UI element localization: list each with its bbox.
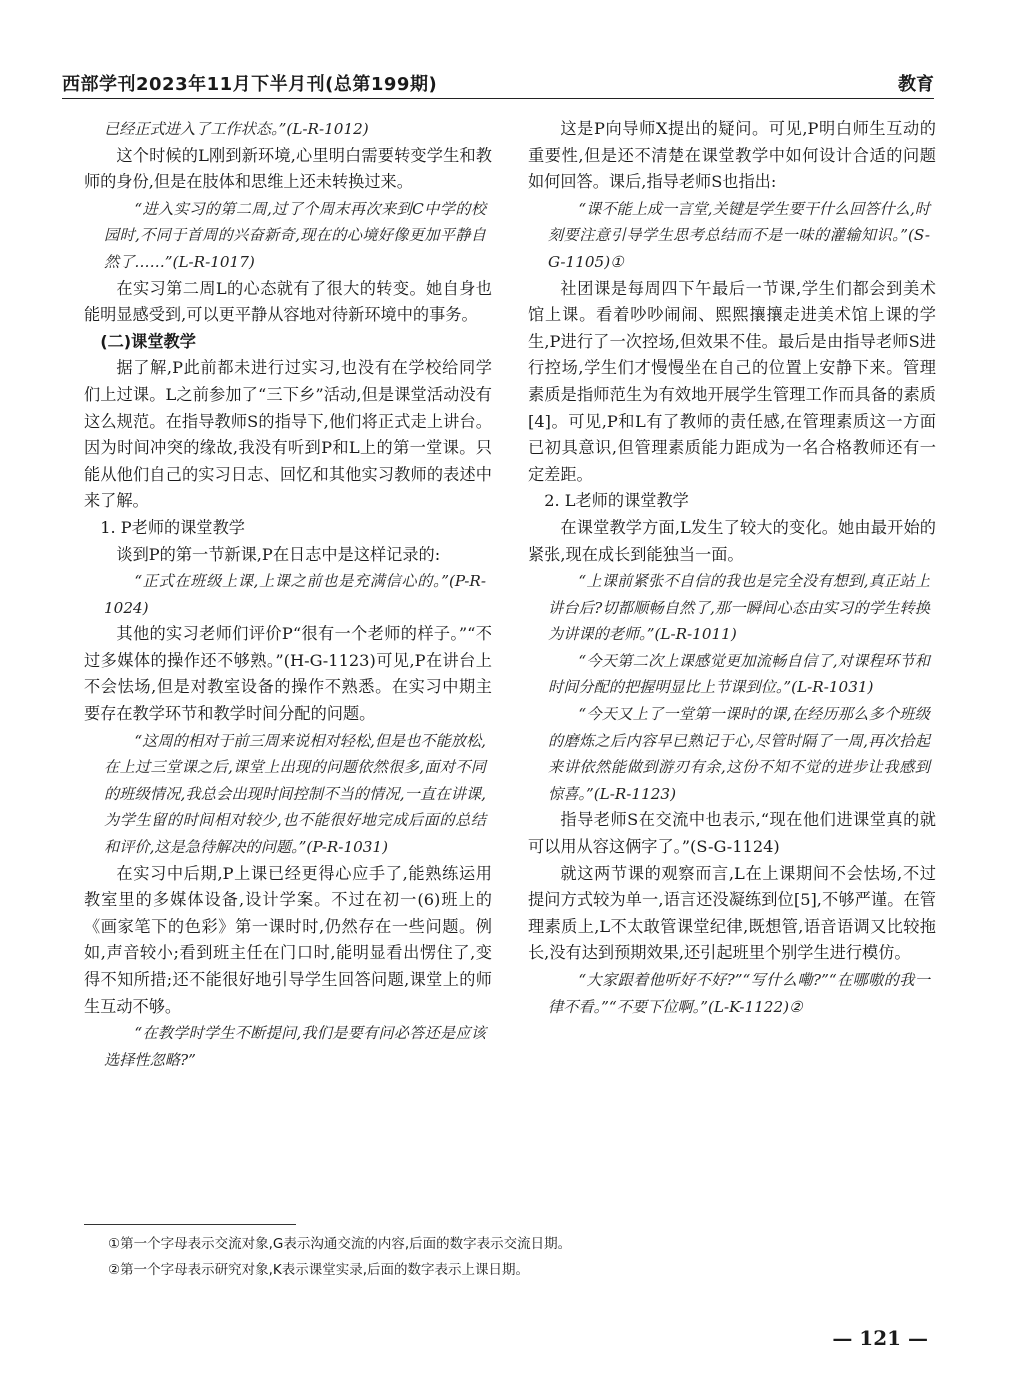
- block-quote: “课不能上成一言堂,关键是学生要干什么回答什么,时刻要注意引导学生思考总结而不是一味的灌输知识。”(S-G-1105)①: [548, 199, 930, 271]
- subsection-heading: 1. P老师的课堂教学: [100, 517, 245, 537]
- body-paragraph: 社团课是每周四下午最后一节课,学生们都会到美术馆上课。看着吵吵闹闹、熙熙攘攘走进美术馆上课的学生,P进行了一次控场,但效果不佳。最后是由指导老师S进行控场,学生们才慢慢坐在自己的位置上安静下来。管理素质是指师范生为有效地开展学生管理工作而具备的素质[4]。可见,P和L有了教师的责任感,在管理素质这一方面已初具意识,但管理素质能力距成为一名合格教师还有一定差距。: [528, 278, 936, 484]
- body-paragraph: 在实习中后期,P上课已经更得心应手了,能熟练运用教室里的多媒体设备,设计学案。不过在初一(6)班上的《画家笔下的色彩》第一课时时,仍然存在一些问题。例如,声音较小;看到班主任在门口时,能明显看出愣住了,变得不知所措;还不能很好地引导学生回答问题,课堂上的师生互动不够。: [84, 863, 492, 1016]
- block-quote: “在教学时学生不断提问,我们是要有问必答还是应该选择性忽略?”: [104, 1024, 486, 1069]
- body-paragraph: 据了解,P此前都未进行过实习,也没有在学校给同学们上过课。L之前参加了“三下乡”活动,但是课堂活动没有这么规范。在指导教师S的指导下,他们将正式走上讲台。因为时间冲突的缘故,我没有听到P和L上的第一堂课。只能从他们自己的实习日志、回忆和其他实习教师的表述中来了解。: [84, 358, 492, 511]
- journal-title: 西部学刊2023年11月下半月刊(总第199期): [62, 74, 438, 95]
- block-quote: “这周的相对于前三周来说相对轻松,但是也不能放松,在上过三堂课之后,课堂上出现的问题依然很多,面对不同的班级情况,我总会出现时间控制不当的情况,一直在讲课,为学生留的时间相对较少,也不能很好地完成后面的总结和评价,这是急待解决的问题。”(P-R-1031): [104, 731, 486, 857]
- page-number: — 121 —: [832, 1326, 928, 1350]
- left-column: [84, 116, 492, 1073]
- block-quote: “大家跟着他听好不好?”“写什么嘞?”“在哪嗷的我一律不看。”“不要下位啊。”(L-K-1122)②: [548, 971, 930, 1016]
- body-paragraph: 其他的实习老师们评价P“很有一个老师的样子。”“不过多媒体的操作还不够熟。”(H-G-1123)可见,P在讲台上不会怯场,但是对教室设备的操作不熟悉。在实习中期主要存在教学环节和教学时间分配的问题。: [84, 624, 492, 724]
- block-quote: 已经正式进入了工作状态。”(L-R-1012): [104, 120, 369, 138]
- body-paragraph: 这个时候的L刚到新环境,心里明白需要转变学生和教师的身份,但是在肢体和思维上还未转换过来。: [84, 145, 492, 192]
- block-quote: “上课前紧张不自信的我也是完全没有想到,真正站上讲台后?切都顺畅自然了,那一瞬间心态由实习的学生转换为讲课的老师。”(L-R-1011): [548, 572, 930, 644]
- section-heading: (二)课堂教学: [100, 331, 196, 351]
- body-paragraph: 指导老师S在交流中也表示,“现在他们进课堂真的就可以用从容这俩字了。”(S-G-1124): [528, 810, 936, 857]
- right-column: [528, 116, 936, 1020]
- body-paragraph: 在课堂教学方面,L发生了较大的变化。她由最开始的紧张,现在成长到能独当一面。: [528, 517, 936, 564]
- block-quote: “今天第二次上课感觉更加流畅自信了,对课程环节和时间分配的把握明显比上节课到位。”(L-R-1031): [548, 651, 930, 697]
- block-quote: “正式在班级上课,上课之前也是充满信心的。”(P-R-1024): [104, 572, 486, 617]
- body-paragraph: 这是P向导师X提出的疑问。可见,P明白师生互动的重要性,但是还不清楚在课堂教学中如何设计合适的问题如何回答。课后,指导老师S也指出:: [528, 119, 936, 192]
- footnote-rule: [84, 1224, 296, 1225]
- section-label: 教育: [898, 74, 934, 95]
- body-paragraph: 谈到P的第一节新课,P在日志中是这样记录的:: [116, 544, 441, 564]
- running-header: [62, 66, 934, 96]
- body-paragraph: 在实习第二周L的心态就有了很大的转变。她自身也能明显感受到,可以更平静从容地对待新环境中的事务。: [84, 278, 492, 325]
- block-quote: “进入实习的第二周,过了个周末再次来到C中学的校园时,不同于首周的兴奋新奇,现在的心境好像更加平静自然了……”(L-R-1017): [104, 199, 486, 271]
- footnote-2: ②第一个字母表示研究对象,K表示课堂实录,后面的数字表示上课日期。: [108, 1262, 530, 1278]
- subsection-heading: 2. L老师的课堂教学: [544, 491, 689, 511]
- block-quote: “今天又上了一堂第一课时的课,在经历那么多个班级的磨炼之后内容早已熟记于心,尽管时隔了一周,再次拾起来讲依然能做到游刃有余,这份不知不觉的进步让我感到惊喜。”(L-R-1123): [548, 705, 930, 803]
- body-paragraph: 就这两节课的观察而言,L在上课期间不会怯场,不过提问方式较为单一,语言还没凝练到位[5],不够严谨。在管理素质上,L不太敢管课堂纪律,既想管,语音语调又比较拖长,没有达到预期效果,还引起班里个别学生进行模仿。: [528, 863, 936, 963]
- footnote-1: ①第一个字母表示交流对象,G表示沟通交流的内容,后面的数字表示交流日期。: [108, 1236, 572, 1252]
- header-rule: [62, 98, 934, 99]
